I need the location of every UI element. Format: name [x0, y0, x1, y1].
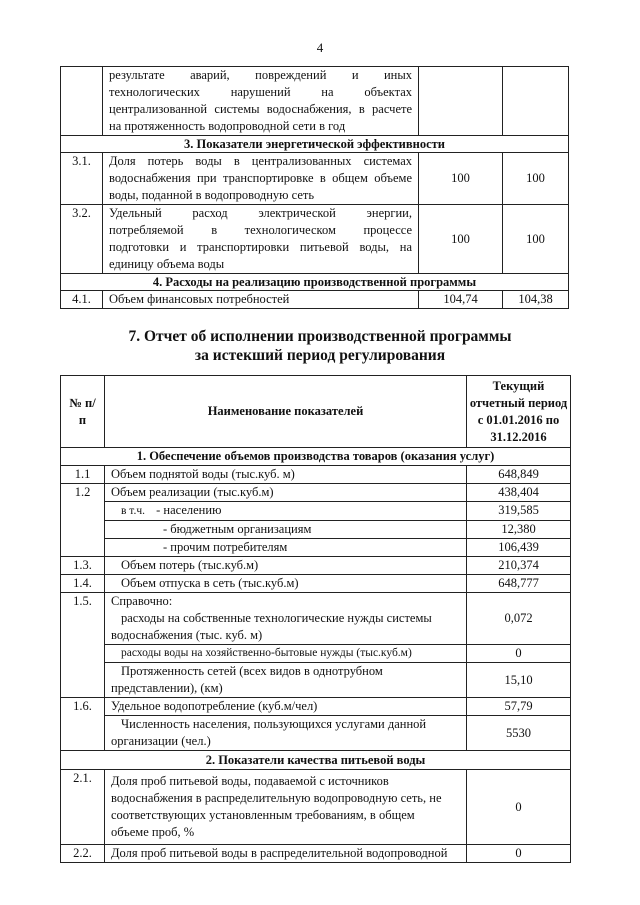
row-name: Удельный расход электрической энергии, потребляемой в технологическом процессе подготовки и транспортировки питьевой воды, на единицу объема воды — [103, 205, 419, 274]
row-name: Доля проб питьевой воды, подаваемой с источников водоснабжения в распределительную водопроводную сеть, не соответствующих установленным требованиям, в общем объеме проб, % — [105, 770, 467, 845]
row-name: результате аварий, повреждений и иных технологических нарушений на объектах централизованной системы водоснабжения, в расчете на протяженность водопроводной сети в год — [103, 67, 419, 136]
value-cell: 0,072 — [467, 593, 571, 645]
row-name: Доля проб питьевой воды в распределительной водопроводной — [105, 845, 467, 863]
value-cell: 0 — [467, 770, 571, 845]
row-number: 4.1. — [61, 291, 103, 309]
table-row — [61, 291, 569, 309]
section-row — [61, 751, 571, 770]
row-name: Объем потерь (тыс.куб.м) — [105, 557, 467, 575]
row-name: Справочно: расходы на собственные технологические нужды системы водоснабжения (тыс. куб. м) — [105, 593, 467, 645]
table-row — [61, 557, 571, 575]
column-header-number: № п/п — [61, 376, 105, 448]
table-row — [61, 770, 571, 845]
value-cell: 100 — [419, 205, 503, 274]
row-name: расходы воды на хозяйственно-бытовые нужды (тыс.куб.м) — [105, 645, 467, 663]
section-title: 2. Показатели качества питьевой воды — [61, 751, 571, 770]
row-number: 2.2. — [61, 845, 105, 863]
row-name: Объем поднятой воды (тыс.куб. м) — [105, 466, 467, 484]
table-header-row — [61, 376, 571, 448]
page-number: 4 — [316, 40, 324, 55]
table-row — [61, 845, 571, 863]
section-title: 3. Показатели энергетической эффективности — [61, 136, 569, 153]
indicators-table-continued — [60, 66, 569, 309]
row-name: Объем реализации (тыс.куб.м) — [105, 484, 467, 502]
table-row — [61, 466, 571, 484]
table-row — [61, 663, 571, 698]
section-title: 4. Расходы на реализацию производственной программы — [61, 274, 569, 291]
column-header-name: Наименование показателей — [105, 376, 467, 448]
value-cell: 0 — [467, 645, 571, 663]
row-name: Протяженность сетей (всех видов в однотрубном представлении), (км) — [105, 663, 467, 698]
value-cell: 210,374 — [467, 557, 571, 575]
section-row — [61, 136, 569, 153]
row-number: 2.1. — [61, 770, 105, 845]
row-name: Объем финансовых потребностей — [103, 291, 419, 309]
value-cell: 438,404 — [467, 484, 571, 502]
table-row — [61, 698, 571, 716]
value-cell: 648,777 — [467, 575, 571, 593]
value-cell: 0 — [467, 845, 571, 863]
report-heading-line2: за истекший период регулирования — [194, 347, 446, 364]
row-number: 1.3. — [61, 557, 105, 575]
row-name: Численность населения, пользующихся услугами данной организации (чел.) — [105, 716, 467, 751]
row-number: 1.4. — [61, 575, 105, 593]
value-cell: 100 — [503, 153, 569, 205]
table-row — [61, 205, 569, 274]
row-name: в т.ч. - населению — [105, 502, 467, 521]
table-row — [61, 539, 571, 557]
table-row — [61, 716, 571, 751]
value-cell: 12,380 — [467, 521, 571, 539]
table-row — [61, 67, 569, 136]
row-name: - прочим потребителям — [105, 539, 467, 557]
table-row — [61, 484, 571, 502]
row-number: 1.6. — [61, 698, 105, 751]
table-row — [61, 502, 571, 521]
section-row — [61, 274, 569, 291]
table-row — [61, 593, 571, 645]
row-name: - бюджетным организациям — [105, 521, 467, 539]
row-name: Объем отпуска в сеть (тыс.куб.м) — [105, 575, 467, 593]
row-number: 1.2 — [61, 484, 105, 557]
value-cell: 319,585 — [467, 502, 571, 521]
row-name: Удельное водопотребление (куб.м/чел) — [105, 698, 467, 716]
production-program-report-table — [60, 375, 571, 863]
value-cell: 106,439 — [467, 539, 571, 557]
table-row — [61, 645, 571, 663]
value-cell: 648,849 — [467, 466, 571, 484]
section-row — [61, 448, 571, 466]
value-cell: 104,74 — [419, 291, 503, 309]
column-header-period: Текущий отчетный период с 01.01.2016 по 31.12.2016 — [467, 376, 571, 448]
row-number: 1.1 — [61, 466, 105, 484]
value-cell: 5530 — [467, 716, 571, 751]
table-row — [61, 153, 569, 205]
value-cell: 100 — [419, 153, 503, 205]
row-number: 1.5. — [61, 593, 105, 698]
value-cell: 15,10 — [467, 663, 571, 698]
value-cell: 100 — [503, 205, 569, 274]
value-cell: 57,79 — [467, 698, 571, 716]
table-row — [61, 521, 571, 539]
section-title: 1. Обеспечение объемов производства товаров (оказания услуг) — [61, 448, 571, 466]
row-name: Доля потерь воды в централизованных системах водоснабжения при транспортировке в общем объеме воды, поданной в водопроводную сеть — [103, 153, 419, 205]
table-row — [61, 575, 571, 593]
row-number: 3.2. — [61, 205, 103, 274]
value-cell: 104,38 — [503, 291, 569, 309]
report-heading-line1: 7. Отчет об исполнении производственной программы — [128, 328, 512, 345]
row-number: 3.1. — [61, 153, 103, 205]
